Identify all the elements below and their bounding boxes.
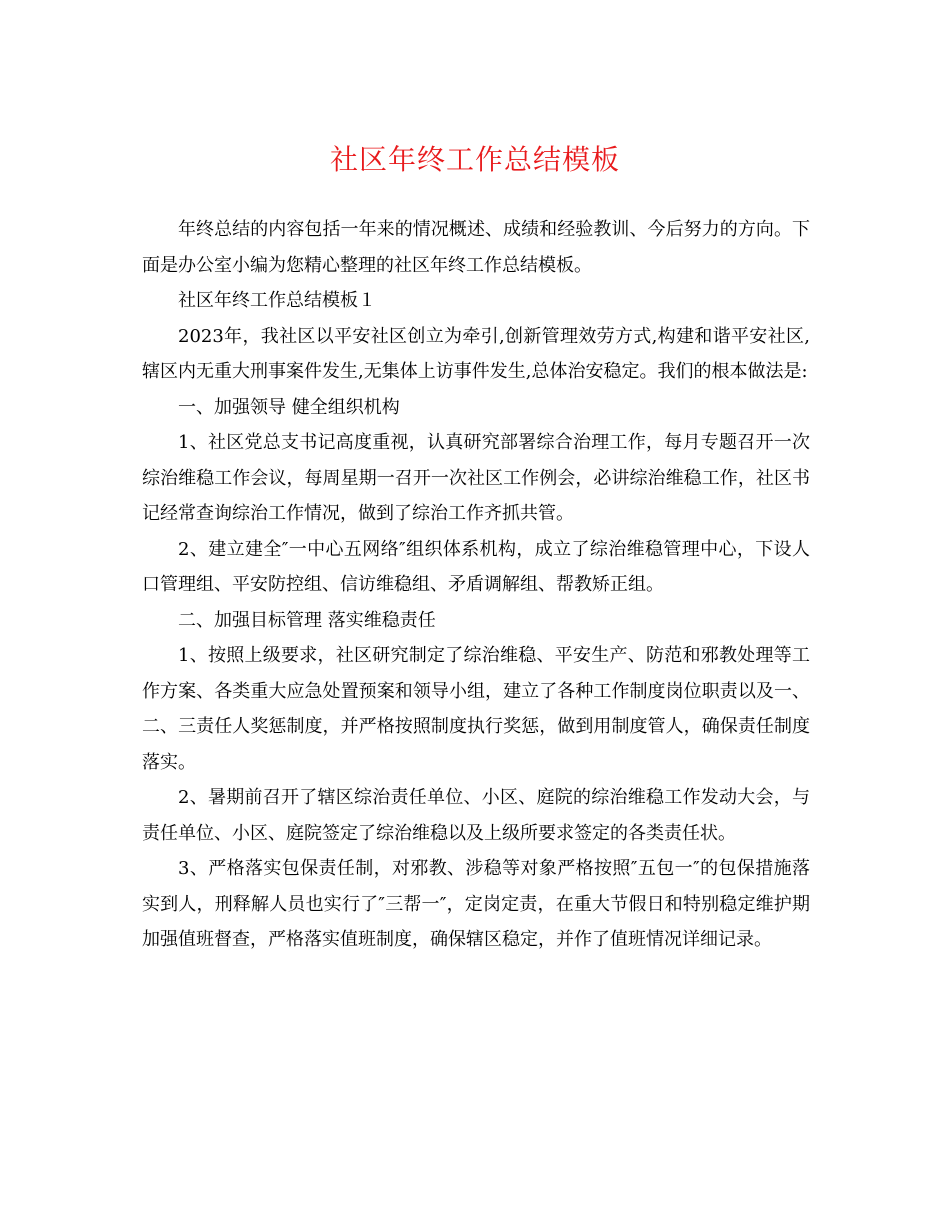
paragraph-2-1: 1、按照上级要求，社区研究制定了综治维稳、平安生产、防范和邪教处理等工作方案、各类重大应急处置预案和领导小组，建立了各种工作制度岗位职责以及一、二、三责任人奖惩制度，并严格按照制度执行奖惩，做到用制度管人，确保责任制度落实。 [142,645,810,773]
paragraph-subtitle: 社区年终工作总结模板１ [178,290,376,311]
paragraph-2-3: 3、严格落实包保责任制，对邪教、涉稳等对象严格按照″五包一″的包保措施落实到人，刑释解人员也实行了″三帮一″，定岗定责，在重大节假日和特别稳定维护期加强值班督查，严格落实值班制度，确保辖区稳定，并作了值班情况详细记录。 [142,858,810,950]
paragraph-intro: 年终总结的内容包括一年来的情况概述、成绩和经验教训、今后努力的方向。下面是办公室小编为您精心整理的社区年终工作总结模板。 [142,219,810,276]
paragraph-1-1: 1、社区党总支书记高度重视，认真研究部署综合治理工作，每月专题召开一次综治维稳工作会议，每周星期一召开一次社区工作例会，必讲综治维稳工作，社区书记经常查询综治工作情况，做到了综治工作齐抓共管。 [142,432,810,524]
document-body [142,212,810,958]
paragraph-2-2: 2、暑期前召开了辖区综治责任单位、小区、庭院的综治维稳工作发动大会，与责任单位、小区、庭院签定了综治维稳以及上级所要求签定的各类责任状。 [142,787,810,844]
paragraph-overview: 2023年，我社区以平安社区创立为牵引,创新管理效劳方式,构建和谐平安社区,辖区内无重大刑事案件发生,无集体上访事件发生,总体治安稳定。我们的根本做法是: [142,325,810,382]
document-title: 社区年终工作总结模板 [329,143,620,176]
section-heading-2: 二、加强目标管理 落实维稳责任 [178,609,436,631]
section-heading-1: 一、加强领导 健全组织机构 [178,396,400,418]
paragraph-1-2: 2、建立建全″一中心五网络″组织体系机构，成立了综治维稳管理中心，下设人口管理组、平安防控组、信访维稳组、矛盾调解组、帮教矫正组。 [142,538,810,595]
